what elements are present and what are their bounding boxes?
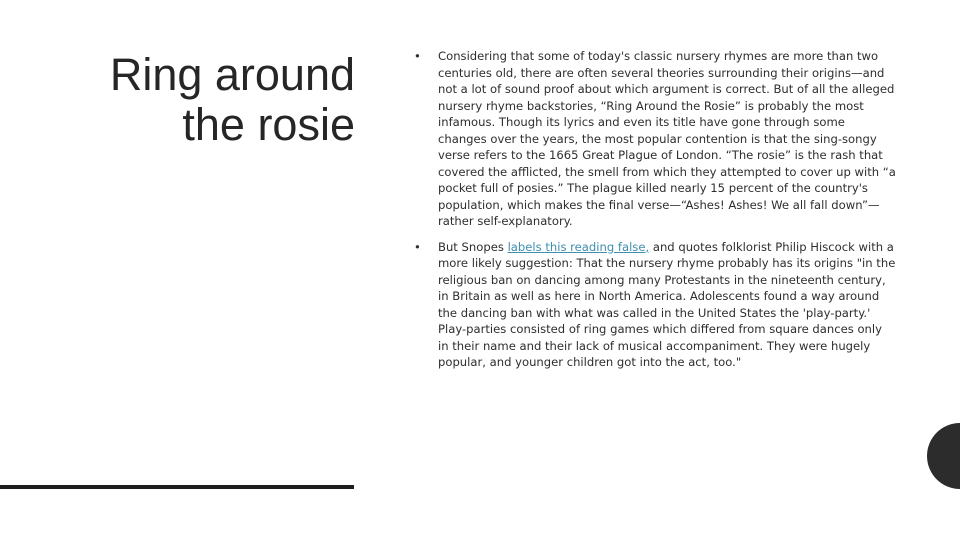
bullet-item [414,239,896,371]
bullet-text-after-link: and quotes folklorist Philip Hiscock with a more likely suggestion: That the nursery rhyme probably has its origins "in the religious ban on dancing among many Protestants in the nineteenth century, in Britain as well as here in North America. Adolescents found a way around the dancing ban with what was called in the United States the 'play-party.' Play-parties consisted of ring games which differed from square dances only in their name and their lack of musical accompaniment. They were hugely popular, and younger children got into the act, too." [438,239,896,369]
bullet-item [414,48,896,230]
slide-title-line-2: the rosie [182,99,355,150]
bullet-text: Considering that some of today's classic nursery rhymes are more than two centuries old, there are often several theories surrounding their origins—and not a lot of sound proof about which argument is correct. But of all the alleged nursery rhyme backstories, “Ring Around the Rosie” is probably the most infamous. Though its lyrics and even its title have gone through some changes over the years, the most popular contention is that the sing-songy verse refers to the 1665 Great Plague of London. “The rosie” is the rash that covered the afflicted, the smell from which they attempted to cover up with “a pocket full of posies.” The plague killed nearly 15 percent of the country's population, which makes the final verse—“Ashes! Ashes! We all fall down”—rather self-explanatory. [438,49,896,228]
bullet-dot-icon: • [414,49,421,63]
snopes-link[interactable]: labels this reading false, [507,239,650,254]
bullet-dot-icon: • [414,239,421,254]
decorative-corner-circle [927,423,960,489]
title-underline-rule [0,485,354,489]
slide-title [55,50,355,150]
bullet-text-before-link: But Snopes [438,239,508,254]
bullet-list [414,48,896,380]
slide-title-line-1: Ring around [109,49,355,100]
